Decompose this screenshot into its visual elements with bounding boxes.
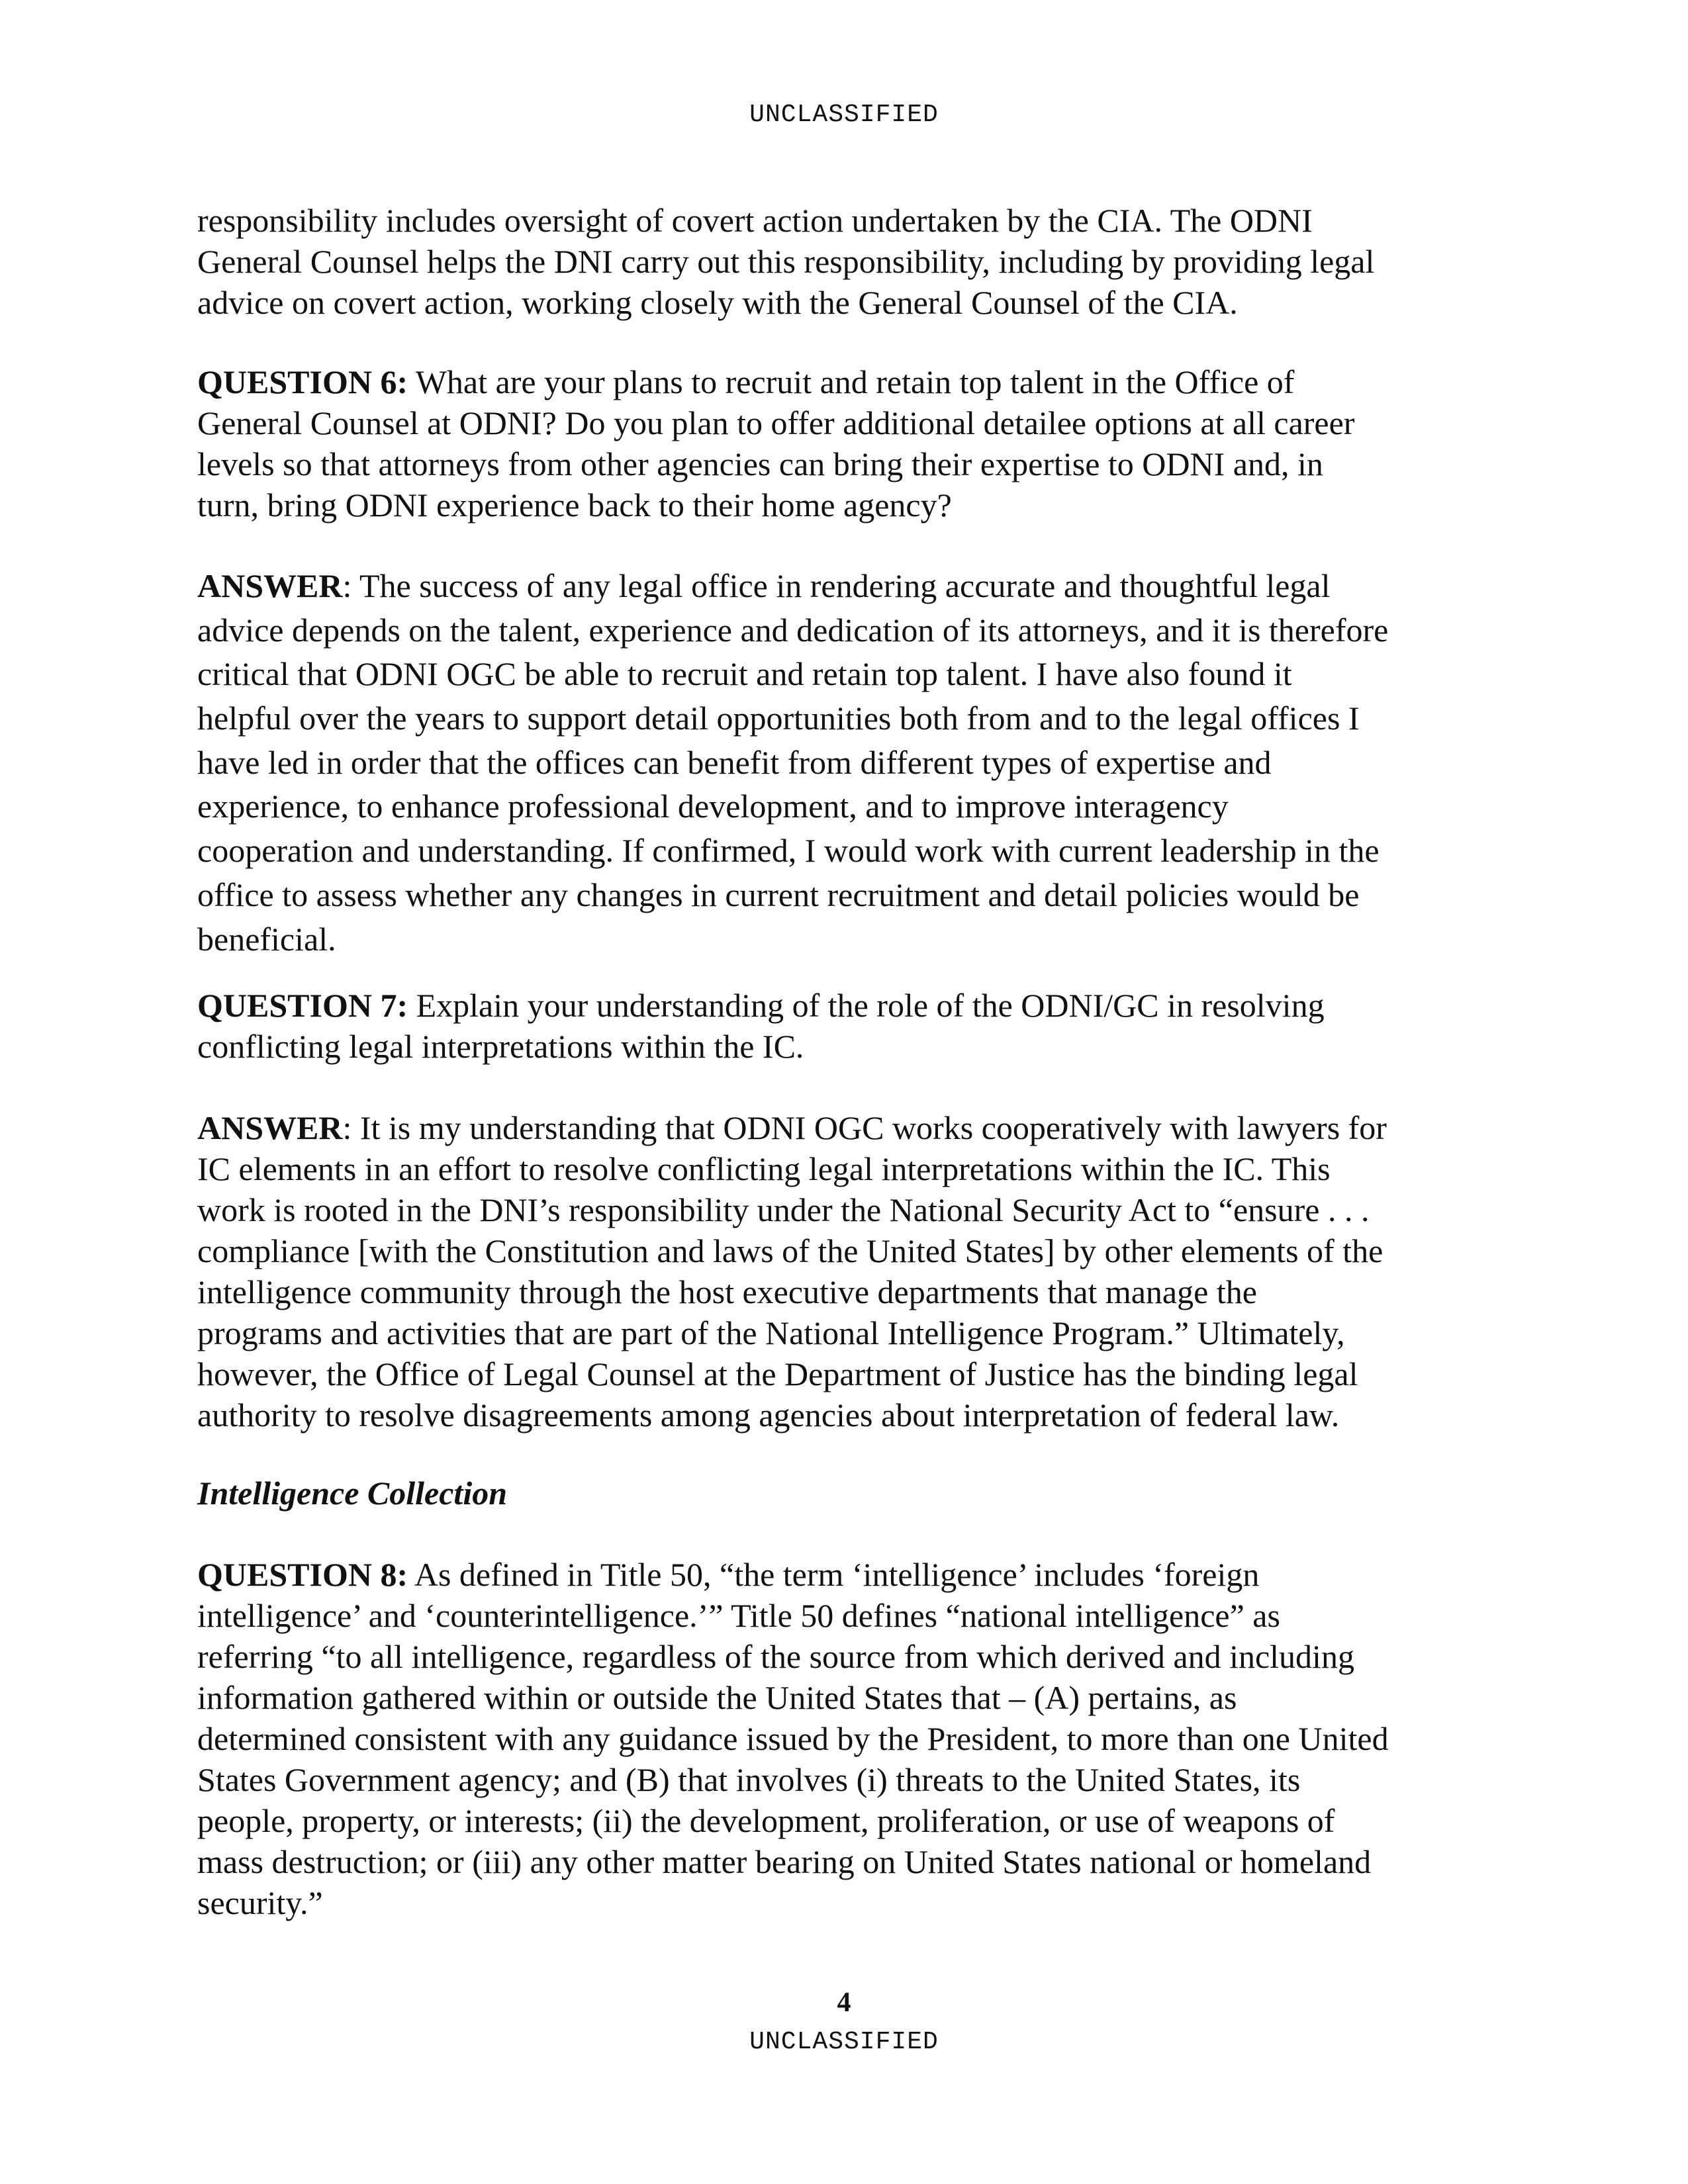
line-text: General Counsel helps the DNI carry out this responsibility, including by providing legal (197, 243, 1375, 280)
intro-paragraph (197, 200, 1374, 323)
line-text: IC elements in an effort to resolve conflicting legal interpretations within the IC. This (197, 1150, 1331, 1187)
text-line (197, 652, 1388, 696)
text-line (197, 1148, 1387, 1189)
text-line (197, 1230, 1387, 1271)
text-line (197, 1353, 1387, 1394)
line-text: As defined in Title 50, “the term ‘intelligence’ includes ‘foreign (408, 1556, 1260, 1593)
text-line (197, 696, 1388, 741)
line-text: beneficial. (197, 920, 336, 958)
line-text: however, the Office of Legal Counsel at the Department of Justice has the binding legal (197, 1355, 1358, 1392)
line-text: information gathered within or outside the United States that – (A) pertains, as (197, 1679, 1237, 1716)
text-line (197, 1271, 1387, 1312)
header-classification: UNCLASSIFIED (749, 101, 939, 129)
line-text: cooperation and understanding. If confirmed, I would work with current leadership in the (197, 832, 1380, 870)
text-line (197, 1189, 1387, 1230)
text-line (197, 1882, 1389, 1923)
text-line (197, 361, 1354, 402)
line-text: authority to resolve disagreements among agencies about interpretation of federal law. (197, 1396, 1340, 1433)
answer-7 (197, 1107, 1387, 1435)
text-line (197, 484, 1354, 525)
text-line (197, 1107, 1387, 1148)
line-text: intelligence’ and ‘counterintelligence.’” Title 50 defines “national intelligence” as (197, 1597, 1280, 1634)
text-line (197, 873, 1388, 917)
line-text: advice depends on the talent, experience and dedication of its attorneys, and it is therefore (197, 611, 1389, 649)
line-text: experience, to enhance professional development, and to improve interagency (197, 788, 1229, 825)
line-text: responsibility includes oversight of covert action undertaken by the CIA. The ODNI (197, 202, 1313, 239)
line-text: people, property, or interests; (ii) the development, proliferation, or use of weapons of (197, 1802, 1335, 1839)
text-line (197, 402, 1354, 443)
footer-classification: UNCLASSIFIED (749, 2028, 939, 2056)
text-line (197, 1554, 1389, 1595)
text-line (197, 741, 1388, 785)
text-line (197, 917, 1388, 962)
text-line (197, 564, 1388, 608)
line-text: conflicting legal interpretations within the IC. (197, 1028, 804, 1065)
line-text: Explain your understanding of the role of the ODNI/GC in resolving (408, 987, 1325, 1024)
text-line (197, 1677, 1389, 1718)
answer-6 (197, 564, 1388, 961)
line-text: States Government agency; and (B) that involves (i) threats to the United States, its (197, 1761, 1301, 1798)
text-line (197, 1718, 1389, 1759)
text-line (197, 1595, 1389, 1636)
question-7 (197, 985, 1325, 1067)
line-text: programs and activities that are part of the National Intelligence Program.” Ultimately, (197, 1314, 1345, 1351)
line-text: : It is my understanding that ODNI OGC works cooperatively with lawyers for (342, 1109, 1387, 1146)
text-line (197, 443, 1354, 484)
section-heading: Intelligence Collection (197, 1475, 508, 1512)
question-6 (197, 361, 1354, 525)
line-text: referring “to all intelligence, regardless of the source from which derived and including (197, 1638, 1354, 1675)
line-text: What are your plans to recruit and retain top talent in the Office of (408, 363, 1295, 400)
text-line (197, 1312, 1387, 1353)
text-line (197, 1636, 1389, 1677)
line-text: critical that ODNI OGC be able to recruit and retain top talent. I have also found it (197, 655, 1292, 693)
question-8 (197, 1554, 1389, 1923)
paragraph-label: ANSWER (197, 567, 343, 604)
text-line (197, 200, 1374, 241)
text-line (197, 784, 1388, 829)
line-text: determined consistent with any guidance issued by the President, to more than one United (197, 1720, 1389, 1757)
text-line (197, 1394, 1387, 1435)
paragraph-label: QUESTION 8: (197, 1556, 408, 1593)
text-line (197, 608, 1388, 653)
text-line (197, 1759, 1389, 1800)
line-text: mass destruction; or (iii) any other matter bearing on United States national or homeland (197, 1843, 1372, 1880)
paragraph-label: ANSWER (197, 1109, 343, 1146)
line-text: intelligence community through the host executive departments that manage the (197, 1273, 1257, 1310)
text-line (197, 1026, 1325, 1067)
text-line (197, 282, 1374, 323)
text-line (197, 1841, 1389, 1882)
line-text: helpful over the years to support detail opportunities both from and to the legal offices I (197, 700, 1360, 737)
line-text: work is rooted in the DNI’s responsibility under the National Security Act to “ensure . . . (197, 1191, 1370, 1228)
line-text: compliance [with the Constitution and laws of the United States] by other elements of the (197, 1232, 1383, 1269)
line-text: turn, bring ODNI experience back to their home agency? (197, 486, 952, 523)
line-text: levels so that attorneys from other agencies can bring their expertise to ODNI and, in (197, 445, 1323, 482)
line-text: : The success of any legal office in rendering accurate and thoughtful legal (342, 567, 1331, 604)
line-text: have led in order that the offices can benefit from different types of expertise and (197, 743, 1272, 781)
line-text: security.” (197, 1884, 323, 1921)
line-text: advice on covert action, working closely with the General Counsel of the CIA. (197, 284, 1238, 321)
line-text: office to assess whether any changes in current recruitment and detail policies would be (197, 876, 1360, 913)
text-line (197, 985, 1325, 1026)
line-text: General Counsel at ODNI? Do you plan to offer additional detailee options at all career (197, 404, 1355, 441)
page-number: 4 (837, 1987, 851, 2018)
text-line (197, 241, 1374, 282)
paragraph-label: QUESTION 6: (197, 363, 408, 400)
paragraph-label: QUESTION 7: (197, 987, 408, 1024)
text-line (197, 829, 1388, 873)
text-line (197, 1800, 1389, 1841)
